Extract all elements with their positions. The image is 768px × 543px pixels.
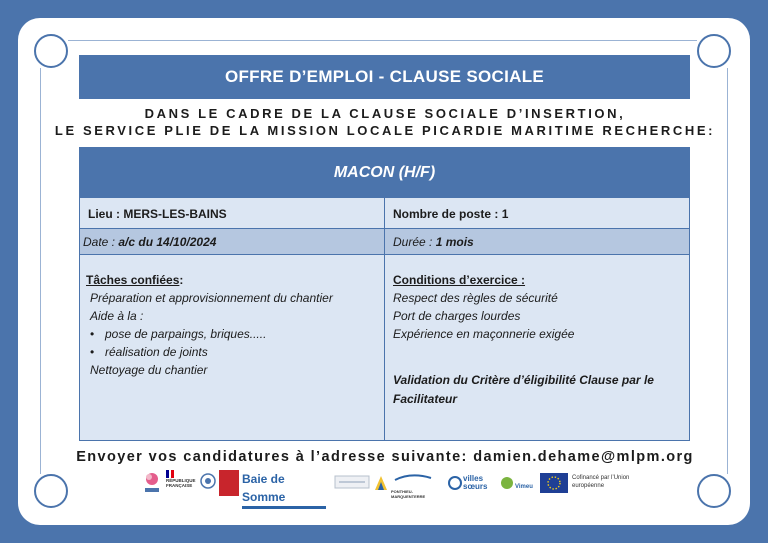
duration-cell bbox=[385, 229, 689, 255]
job-table bbox=[79, 147, 690, 441]
date-cell bbox=[80, 229, 385, 255]
tasks-heading: Tâches confiées: bbox=[86, 273, 184, 287]
logo-somme-icon bbox=[199, 470, 217, 496]
logo-eu-flag bbox=[540, 470, 570, 496]
corner-circle-top-left bbox=[34, 34, 68, 68]
condition-item-1: Respect des règles de sécurité bbox=[393, 291, 558, 305]
location-cell bbox=[80, 198, 385, 229]
positions-value: 1 bbox=[501, 207, 509, 221]
banner-title: OFFRE D’EMPLOI - CLAUSE SOCIALE bbox=[79, 55, 690, 99]
date-label: Date : bbox=[83, 235, 119, 249]
logo-partner-grey bbox=[333, 470, 371, 496]
logo-region-icon bbox=[142, 470, 162, 496]
logo-vimeu: Vimeu bbox=[500, 470, 536, 496]
intro-text bbox=[40, 105, 730, 139]
tasks-cell bbox=[80, 255, 385, 440]
logo-ponthieu-marquenterre: PONTHIEU-MARQUENTERRE bbox=[391, 470, 445, 496]
conditions-cell bbox=[385, 255, 689, 440]
location-value: MERS-LES-BAINS bbox=[123, 207, 227, 221]
validation-note: Validation du Critère d’éligibilité Clause par le Facilitateur bbox=[393, 373, 654, 406]
intro-line-1: DANS LE CADRE DE LA CLAUSE SOCIALE D’INSERTION, bbox=[144, 106, 626, 121]
logo-baie-de-somme: Baie de Somme bbox=[242, 470, 330, 496]
task-line-1: Préparation et approvisionnement du chantier bbox=[90, 291, 333, 305]
task-line-3: Nettoyage du chantier bbox=[90, 363, 208, 377]
corner-circle-top-right bbox=[697, 34, 731, 68]
task-bullet-2: • réalisation de joints bbox=[86, 343, 384, 361]
partner-logos bbox=[142, 470, 642, 504]
conditions-heading: Conditions d’exercice : bbox=[393, 273, 526, 287]
condition-item-3: Expérience en maçonnerie exigée bbox=[393, 327, 575, 341]
corner-circle-bottom-right bbox=[697, 474, 731, 508]
logo-red-block bbox=[219, 470, 239, 496]
logo-republique-francaise: RÉPUBLIQUE FRANÇAISE bbox=[166, 470, 196, 496]
positions-cell bbox=[385, 198, 689, 229]
application-email-text: Envoyer vos candidatures à l’adresse suivante: damien.dehame@mlpm.org bbox=[76, 449, 694, 465]
condition-item-2: Port de charges lourdes bbox=[393, 309, 521, 323]
job-title: MACON (H/F) bbox=[80, 148, 689, 198]
location-label: Lieu : bbox=[88, 207, 124, 221]
date-value: a/c du 14/10/2024 bbox=[118, 235, 217, 249]
logo-triangle-icon bbox=[373, 470, 389, 496]
task-bullet-1: • pose de parpaings, briques..... bbox=[86, 325, 384, 343]
frame-line-top bbox=[68, 40, 697, 41]
intro-line-2: LE SERVICE PLIE DE LA MISSION LOCALE PICARDIE MARITIME RECHERCHE: bbox=[54, 123, 716, 138]
logo-cofinance-text: Cofinancé par l’Union européenne bbox=[572, 475, 630, 489]
duration-label: Durée : bbox=[393, 235, 436, 249]
corner-circle-bottom-left bbox=[34, 474, 68, 508]
positions-label: Nombre de poste : bbox=[393, 207, 502, 221]
task-line-2: Aide à la : bbox=[90, 309, 144, 323]
logo-villes-soeurs: villes sœurs bbox=[448, 470, 496, 496]
duration-value: 1 mois bbox=[435, 235, 474, 249]
